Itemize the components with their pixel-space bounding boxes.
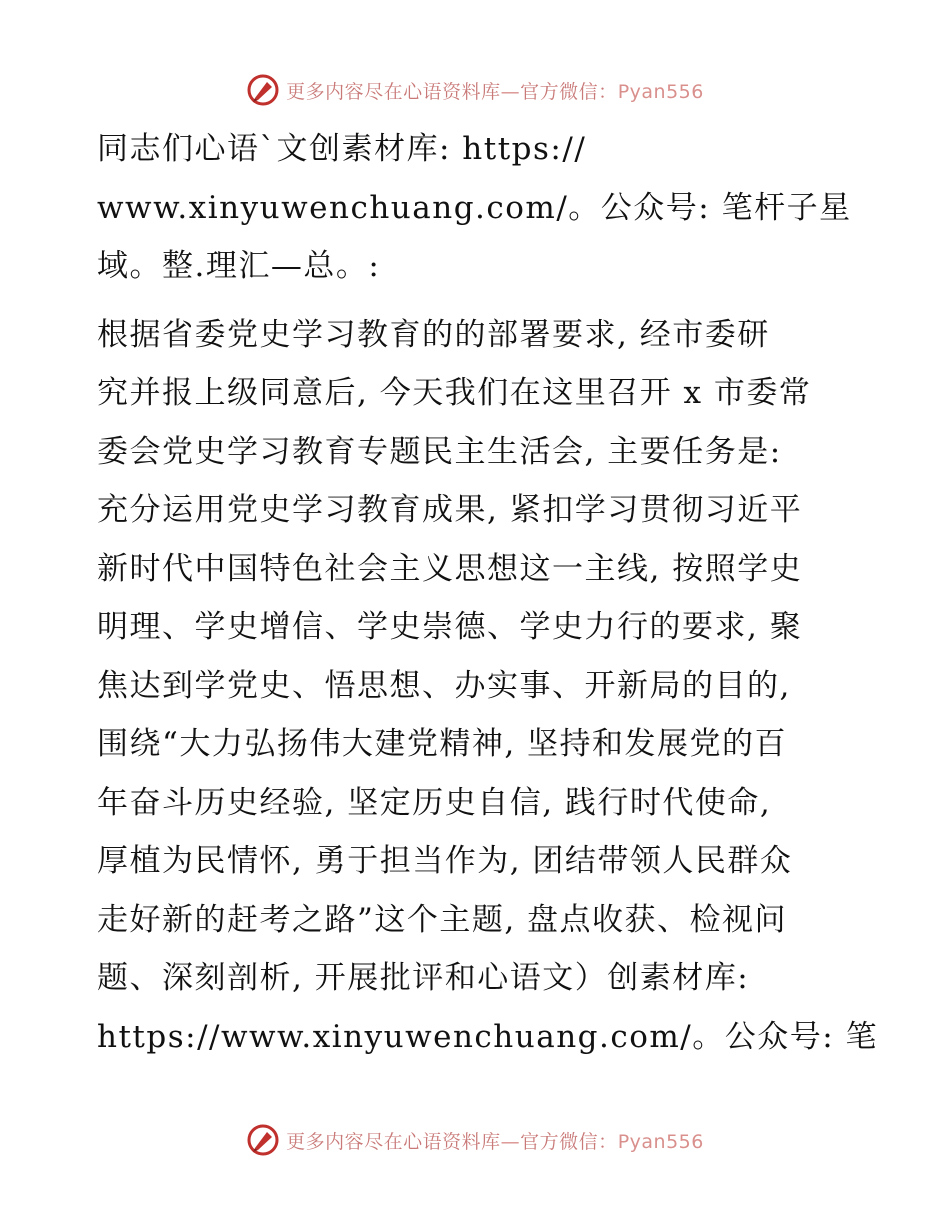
- text-line: 充分运用党史学习教育成果, 紧扣学习贯彻习近平: [97, 492, 803, 528]
- text-line: 明理、学史增信、学史崇德、学史力行的要求, 聚: [97, 609, 803, 645]
- banner-main-text: 更多内容尽在心语资料库: [286, 80, 501, 103]
- banner-wechat-id: Pyan556: [617, 80, 704, 103]
- text-line: 新时代中国特色社会主义思想这一主线, 按照学史: [97, 550, 803, 587]
- text-line: 根据省委党史学习教育的的部署要求, 经市委研: [97, 316, 770, 353]
- banner-separator: —: [500, 1130, 521, 1153]
- banner-wechat-label: 官方微信：: [520, 1130, 618, 1153]
- text-line: 厚植为民情怀, 勇于担当作为, 团结带领人民群众: [97, 843, 793, 879]
- text-line: 走好新的赶考之路”这个主题, 盘点收获、检视问: [97, 901, 788, 938]
- text-line: 究并报上级同意后, 今天我们在这里召开 x 市委常: [97, 375, 812, 411]
- pen-nib-logo-icon: [246, 1123, 280, 1157]
- text-line: www.xinyuwenchuang.com/。公众号: 笔杆子星: [97, 189, 852, 226]
- footer-banner: [0, 1120, 950, 1160]
- banner-separator: —: [500, 80, 521, 103]
- text-line: 委会党史学习教育专题民主生活会, 主要任务是:: [97, 433, 782, 470]
- text-line: 域。整.理汇—总。:: [97, 248, 381, 284]
- paragraph-main: [97, 306, 879, 1067]
- banner-wechat-id: Pyan556: [617, 1130, 704, 1153]
- document-body: [97, 120, 879, 1066]
- text-line: 围绕“大力弘扬伟大建党精神, 坚持和发展党的百: [97, 726, 788, 762]
- pen-nib-logo-icon: [246, 73, 280, 107]
- banner-main-text: 更多内容尽在心语资料库: [286, 1130, 501, 1153]
- header-banner-text: [286, 77, 704, 104]
- paragraph-intro: [97, 120, 857, 296]
- text-line: 年奋斗历史经验, 坚定历史自信, 践行时代使命,: [97, 784, 772, 821]
- text-line: 焦达到学党史、悟思想、办实事、开新局的目的,: [97, 667, 791, 704]
- text-line: https://www.xinyuwenchuang.com/。公众号: 笔: [97, 1018, 879, 1055]
- header-banner: [0, 70, 950, 110]
- footer-banner-text: [286, 1127, 704, 1154]
- text-line: 同志们心语`文创素材库: https://: [97, 131, 587, 167]
- banner-wechat-label: 官方微信：: [520, 80, 618, 103]
- text-line: 题、深刻剖析, 开展批评和心语文）创素材库:: [97, 960, 750, 996]
